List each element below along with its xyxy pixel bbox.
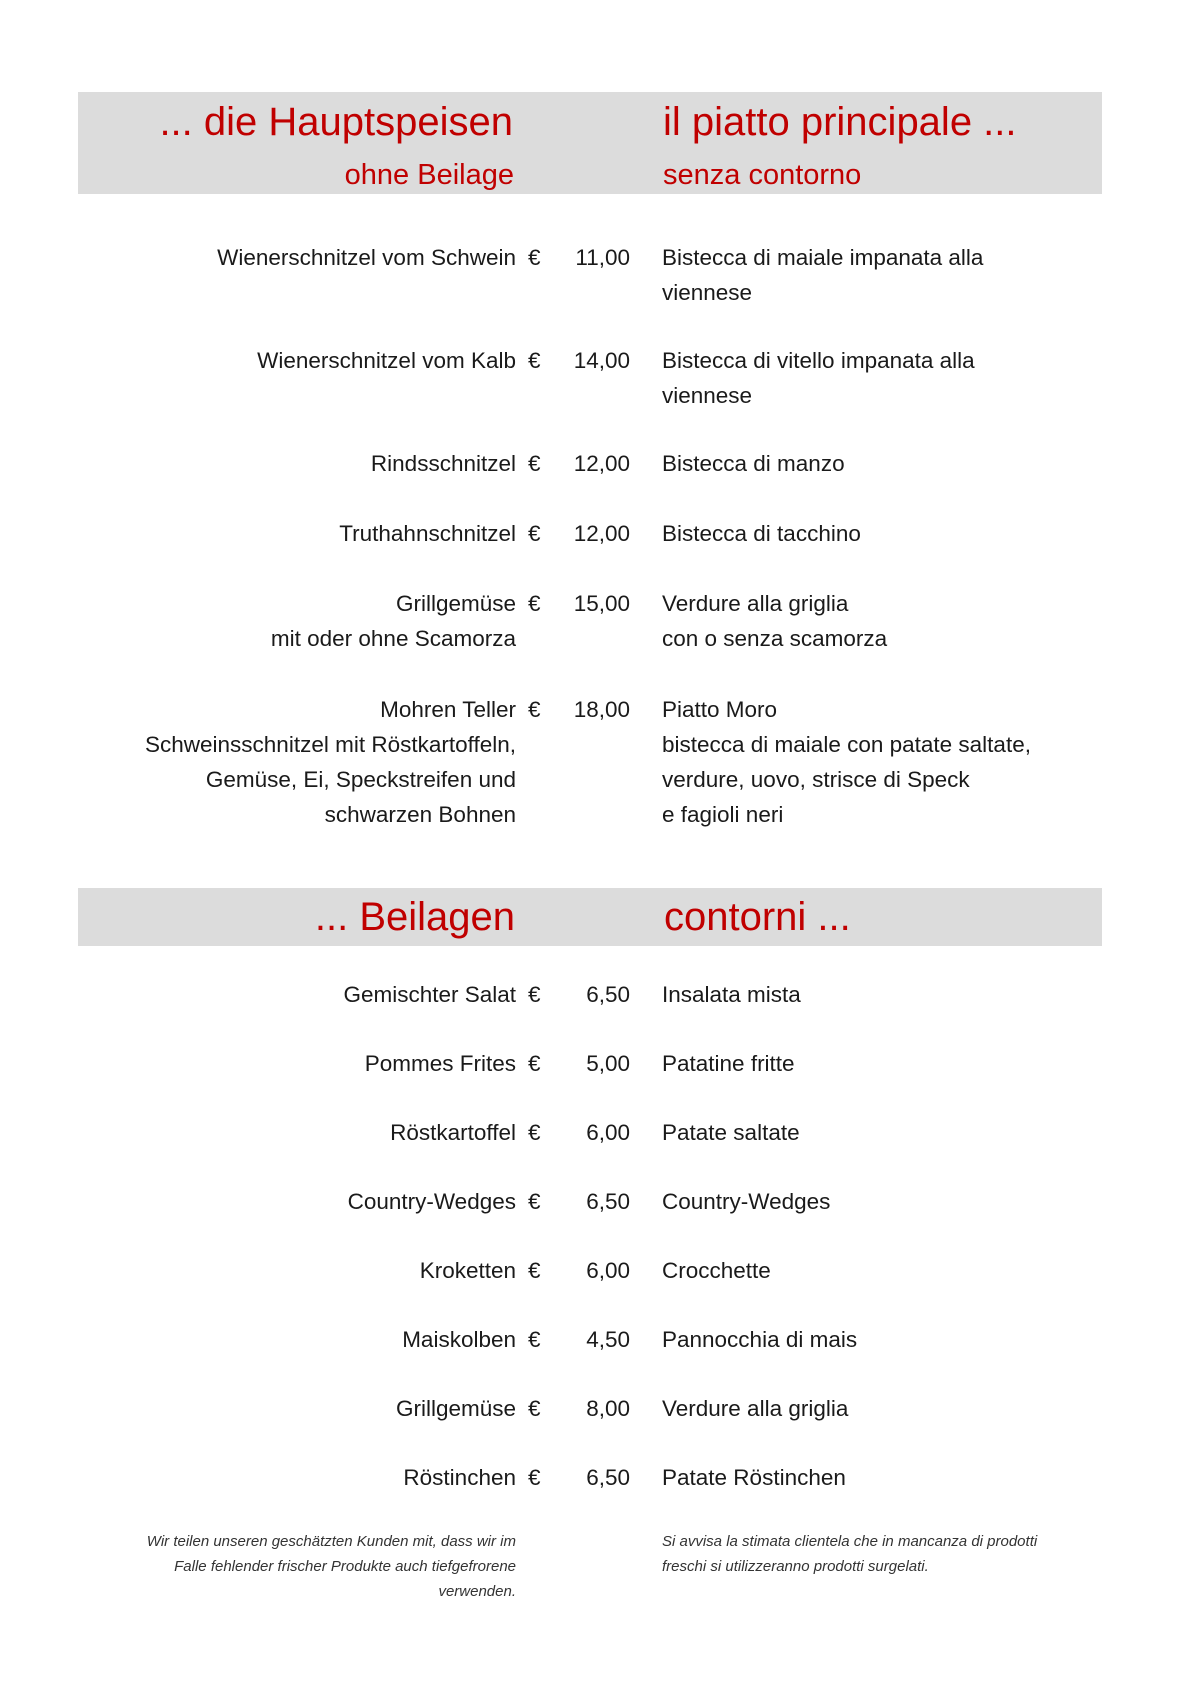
side-item-name-it	[662, 1184, 830, 1219]
side-item-name-de	[402, 1322, 516, 1357]
main-item-name-it	[662, 343, 975, 413]
main-item-name-it	[662, 586, 887, 656]
side-item-name-it-line: Crocchette	[662, 1258, 771, 1283]
side-item-name-it	[662, 1046, 795, 1081]
side-item-name-it-line: Patatine fritte	[662, 1051, 795, 1076]
side-item-name-it	[662, 1322, 857, 1357]
side-item-name-de-line: Pommes Frites	[364, 1051, 516, 1076]
main-item-price: 12,00	[573, 451, 630, 476]
sides-title-de: ... Beilagen	[314, 895, 515, 939]
side-item-name-it-line: Verdure alla griglia	[662, 1396, 849, 1421]
main-item-name-de-line: Grillgemüse	[395, 591, 516, 616]
footer-note-de	[147, 1529, 516, 1604]
main-item-name-it	[662, 516, 861, 551]
side-item-name-it-line: Country-Wedges	[662, 1189, 831, 1214]
side-item-name-de-line: Maiskolben	[402, 1327, 516, 1352]
side-item-currency: €	[528, 1465, 541, 1490]
main-item-name-it-line: Bistecca di maiale impanata alla	[662, 245, 984, 270]
side-item-price: 6,50	[586, 1465, 630, 1490]
main-item-price: 15,00	[573, 591, 630, 616]
main-item-name-it-line: bistecca di maiale con patate saltate,	[662, 732, 1031, 757]
main-item-name-it-line: viennese	[662, 280, 753, 305]
side-item-currency: €	[528, 1189, 541, 1214]
main-item-name-it-line: e fagioli neri	[662, 802, 784, 827]
side-item-price: 6,00	[586, 1120, 630, 1145]
main-item-price: 14,00	[573, 348, 630, 373]
main-item-currency: €	[528, 245, 541, 270]
side-item-name-it-line: Patate saltate	[662, 1120, 800, 1145]
footer-note-it-line: freschi si utilizzeranno prodotti surgelati.	[662, 1558, 929, 1575]
main-item-name-de-line: schwarzen Bohnen	[324, 802, 516, 827]
side-item-name-de-line: Grillgemüse	[395, 1396, 516, 1421]
main-item-name-de-line: Rindsschnitzel	[370, 451, 516, 476]
main-item-name-de	[217, 240, 516, 275]
main-item-name-de	[339, 516, 516, 551]
side-item-name-it-line: Pannocchia di mais	[662, 1327, 858, 1352]
main-subtitle-de: ohne Beilage	[344, 159, 514, 191]
side-item-name-it	[662, 1115, 800, 1150]
side-item-name-de-line: Kroketten	[419, 1258, 516, 1283]
main-item-name-it	[662, 692, 1031, 832]
side-item-price: 4,50	[586, 1327, 630, 1352]
footer-note-de-line: Wir teilen unseren geschätzten Kunden mit, dass wir im	[146, 1533, 516, 1550]
side-item-name-de	[348, 1184, 516, 1219]
sides-header-band	[78, 888, 1102, 946]
footer-note-de-line: verwenden.	[438, 1583, 516, 1600]
side-item-currency: €	[528, 1258, 541, 1283]
main-item-name-it	[662, 240, 983, 310]
side-item-price: 8,00	[586, 1396, 630, 1421]
main-item-name-it-line: Bistecca di vitello impanata alla	[662, 348, 975, 373]
main-item-name-it	[662, 446, 845, 481]
side-item-name-de	[343, 977, 516, 1012]
side-item-currency: €	[528, 1051, 541, 1076]
main-item-name-de-line: Gemüse, Ei, Speckstreifen und	[205, 767, 516, 792]
sides-title-it: contorni ...	[664, 895, 851, 939]
side-item-name-de	[390, 1115, 516, 1150]
side-item-currency: €	[528, 1120, 541, 1145]
main-item-name-de	[257, 343, 516, 378]
main-item-name-de-line: Wienerschnitzel vom Schwein	[217, 245, 516, 270]
side-item-name-de	[365, 1046, 516, 1081]
side-item-currency: €	[528, 1396, 541, 1421]
main-item-price: 11,00	[575, 245, 630, 270]
main-item-currency: €	[528, 591, 541, 616]
main-item-name-it-line: viennese	[662, 383, 753, 408]
main-item-currency: €	[528, 521, 541, 546]
main-item-name-it-line: con o senza scamorza	[662, 626, 888, 651]
main-item-name-it-line: Verdure alla griglia	[662, 591, 849, 616]
side-item-price: 6,50	[586, 982, 630, 1007]
main-item-currency: €	[528, 348, 541, 373]
side-item-currency: €	[528, 1327, 541, 1352]
main-item-currency: €	[528, 697, 541, 722]
side-item-price: 5,00	[586, 1051, 630, 1076]
footer-note-de-line: Falle fehlender frischer Produkte auch tiefgefrorene	[174, 1558, 516, 1575]
main-item-price: 12,00	[573, 521, 630, 546]
side-item-name-de	[396, 1391, 516, 1426]
side-item-name-de-line: Röstkartoffel	[390, 1120, 516, 1145]
main-item-name-it-line: verdure, uovo, strisce di Speck	[662, 767, 970, 792]
side-item-name-de-line: Country-Wedges	[347, 1189, 516, 1214]
side-item-name-it	[662, 977, 801, 1012]
main-item-name-de	[271, 586, 516, 656]
footer-note-it	[662, 1529, 1037, 1579]
main-subtitle-it: senza contorno	[663, 159, 862, 191]
side-item-name-it	[662, 1253, 771, 1288]
side-item-name-de	[403, 1460, 516, 1495]
main-item-name-it-line: Piatto Moro	[662, 697, 778, 722]
side-item-name-de-line: Gemischter Salat	[343, 982, 516, 1007]
side-item-name-it	[662, 1391, 848, 1426]
main-item-price: 18,00	[573, 697, 630, 722]
side-item-name-it-line: Patate Röstinchen	[662, 1465, 846, 1490]
side-item-name-de	[420, 1253, 516, 1288]
main-item-name-de	[371, 446, 516, 481]
main-title-de: ... die Hauptspeisen	[159, 100, 513, 144]
main-item-name-de	[145, 692, 516, 832]
main-item-name-de-line: Mohren Teller	[380, 697, 516, 722]
footer-note-it-line: Si avvisa la stimata clientela che in mancanza di prodotti	[662, 1533, 1038, 1550]
side-item-price: 6,00	[586, 1258, 630, 1283]
main-item-name-de-line: Truthahnschnitzel	[339, 521, 516, 546]
side-item-name-it	[662, 1460, 846, 1495]
side-item-name-it-line: Insalata mista	[662, 982, 801, 1007]
main-item-name-it-line: Bistecca di manzo	[662, 451, 845, 476]
main-item-name-it-line: Bistecca di tacchino	[662, 521, 861, 546]
side-item-currency: €	[528, 982, 541, 1007]
side-item-name-de-line: Röstinchen	[403, 1465, 516, 1490]
main-item-name-de-line: Schweinsschnitzel mit Röstkartoffeln,	[145, 732, 516, 757]
side-item-price: 6,50	[586, 1189, 630, 1214]
main-item-name-de-line: mit oder ohne Scamorza	[270, 626, 516, 651]
main-item-currency: €	[528, 451, 541, 476]
main-title-it: il piatto principale ...	[663, 100, 1017, 144]
main-item-name-de-line: Wienerschnitzel vom Kalb	[257, 348, 516, 373]
